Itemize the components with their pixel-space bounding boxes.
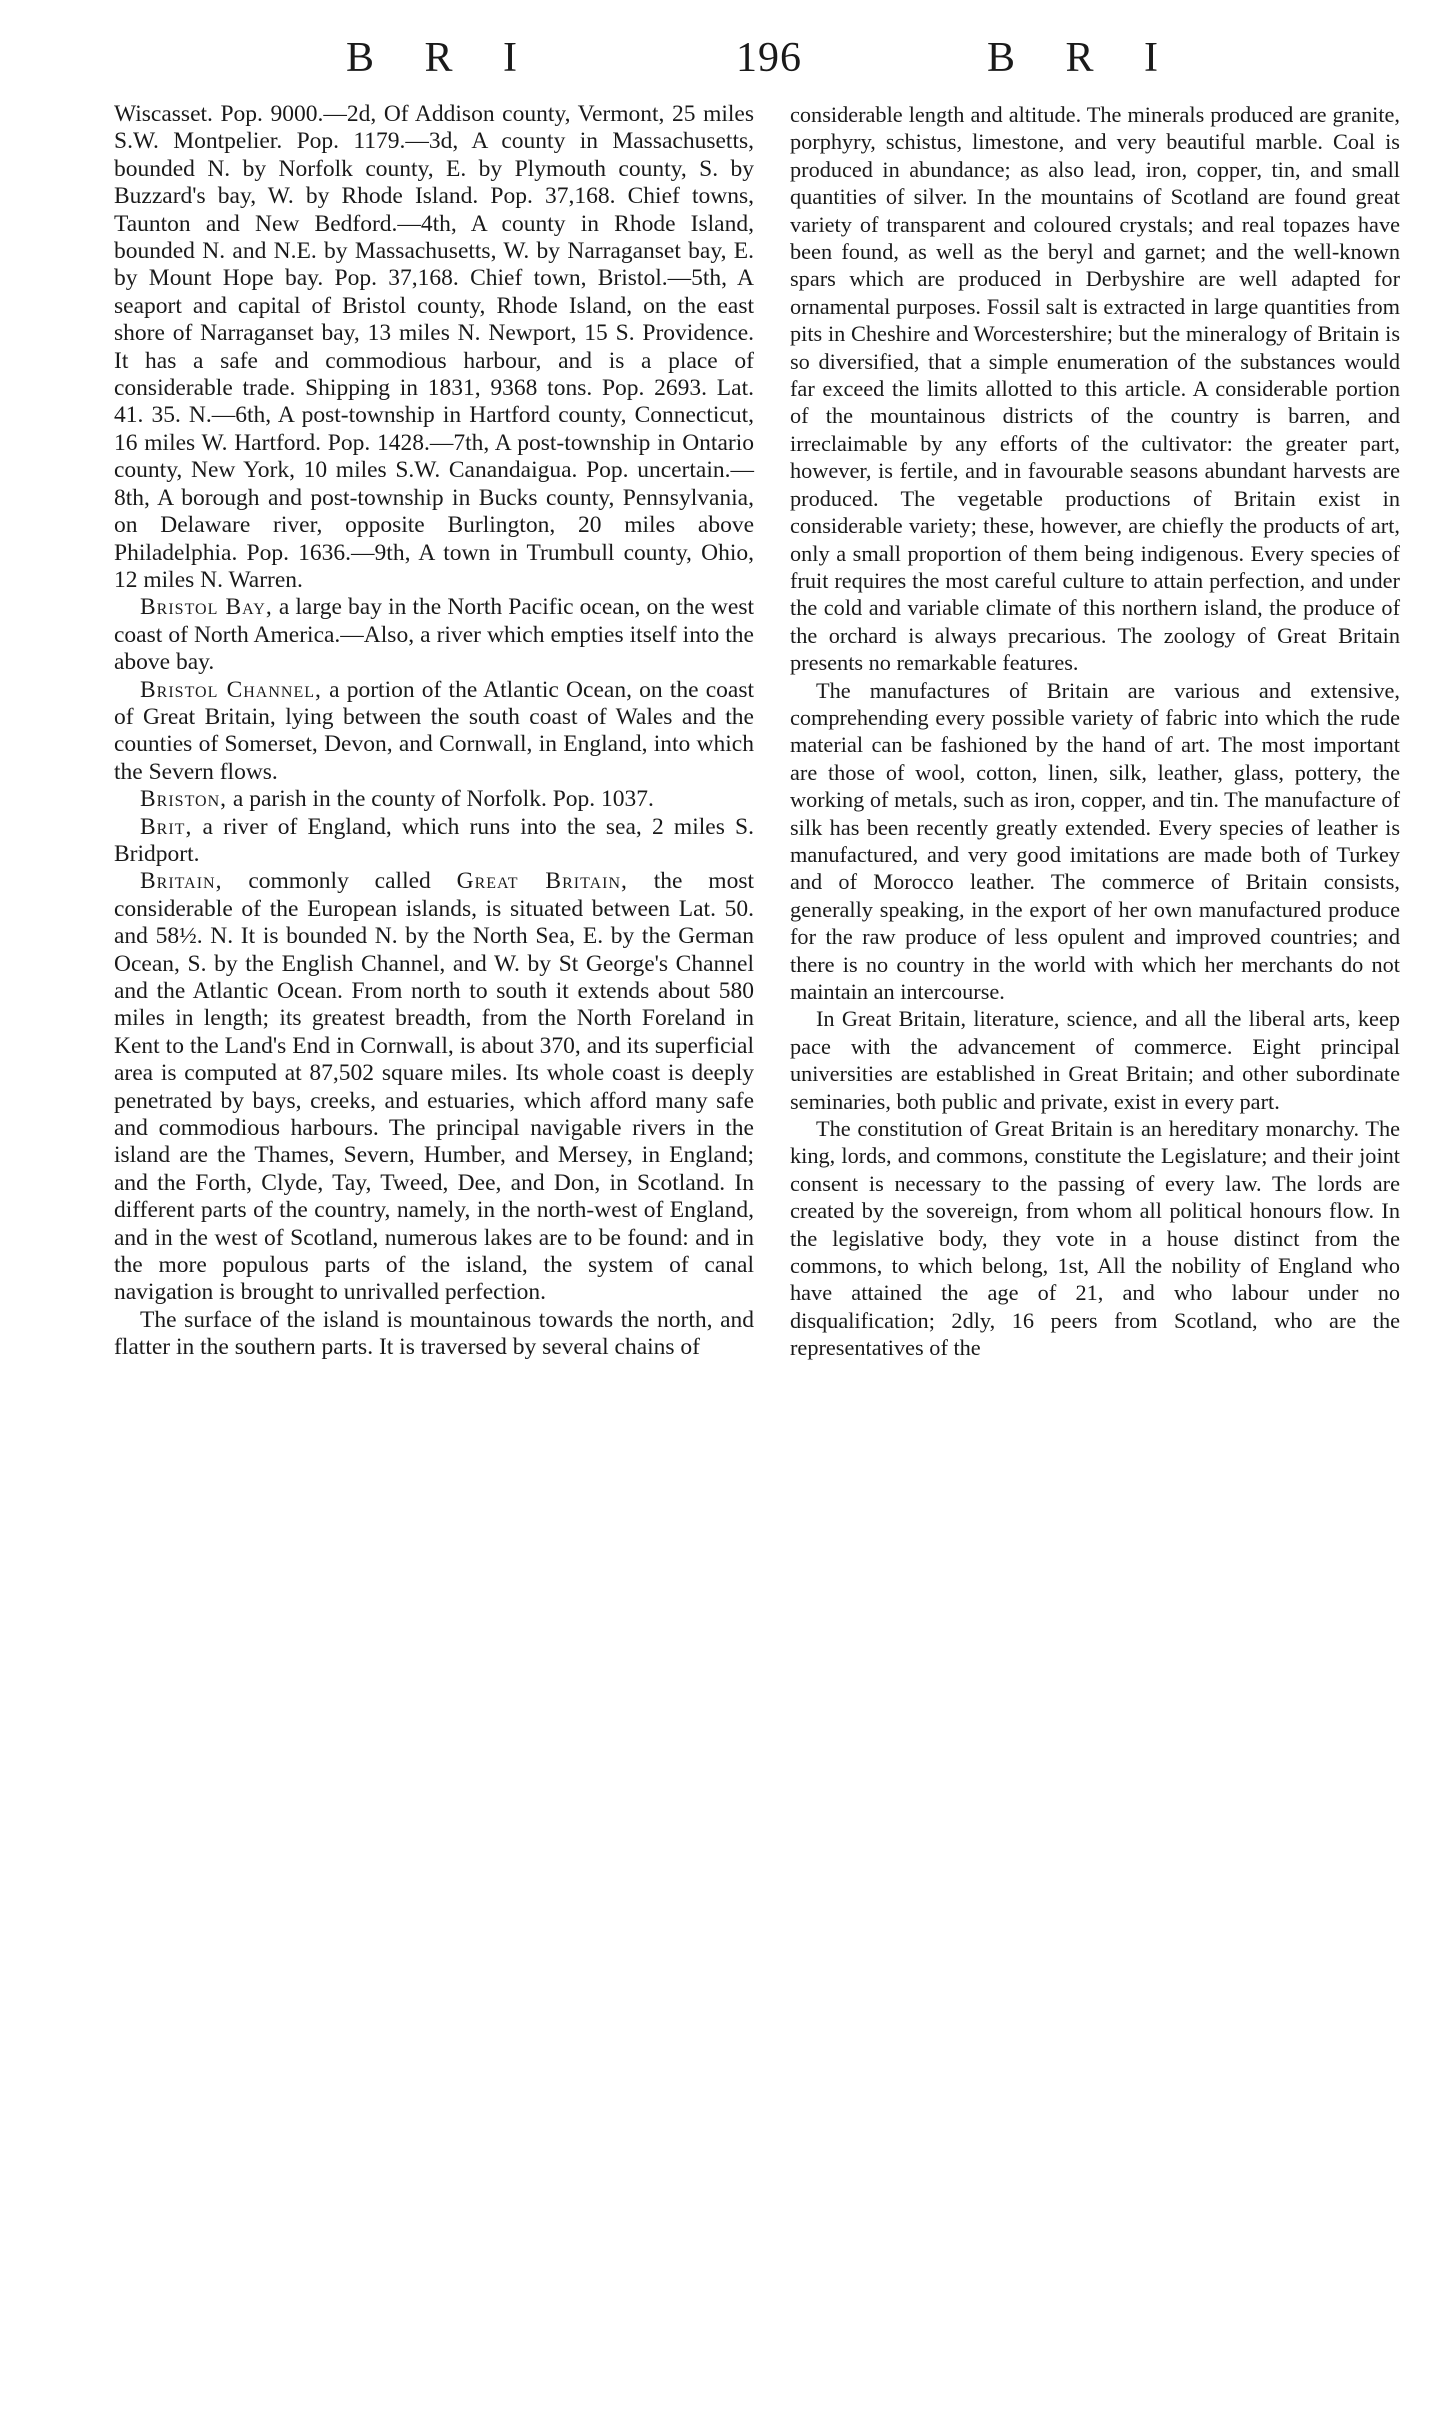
entry-paragraph [790,101,1400,677]
entry-text: The surface of the island is mountainous towards the north, and flatter in the southern parts. It is traversed by several chains of [114,1306,754,1361]
entry-paragraph [790,1115,1400,1362]
left-column [114,101,754,1362]
entry-paragraph [114,101,754,594]
running-head-left: B R I [346,35,538,81]
entry-headword: Britain, [140,868,223,895]
entry-text: Wiscasset. Pop. 9000.—2d, Of Addison county, Vermont, 25 miles S.W. Montpelier. Pop. 1179.—3d, A county in Massachusetts, bounded N. by Norfolk county, E. by Plymouth county, S. by Buzzard's bay, W. by Rhode Island. Pop. 37,168. Chief towns, Taunton and New Bedford.—4th, A county in Rhode Island, bounded N. and N.E. by Massachusetts, W. by Narraganset bay, E. by Mount Hope bay. Pop. 37,168. Chief town, Bristol.—5th, A seaport and capital of Bristol county, Rhode Island, on the east shore of Narraganset bay, 13 miles N. Newport, 15 S. Providence. It has a safe and commodious harbour, and is a place of considerable trade. Shipping in 1831, 9368 tons. Pop. 2693. Lat. 41. 35. N.—6th, A post-township in Hartford county, Connecticut, 16 miles W. Hartford. Pop. 1428.—7th, A post-township in Ontario county, New York, 10 miles S.W. Canandaigua. Pop. uncertain.—8th, A borough and post-township in Bucks county, Pennsylvania, on Delaware river, opposite Burlington, 20 miles above Philadelphia. Pop. 1636.—9th, A town in Trumbull county, Ohio, 12 miles N. Warren. [114,101,754,593]
entry-paragraph [114,814,754,869]
entry-text: In Great Britain, literature, science, and all the liberal arts, keep pace with the advancement of commerce. Eight principal universities are established in Great Britain; and other subordinate seminaries, both public and private, exist in every part. [790,1006,1400,1114]
entry-paragraph [790,1005,1400,1115]
entry-paragraph [114,677,754,787]
entry-paragraph [114,594,754,676]
entry-text: The manufactures of Britain are various and extensive, comprehending every possible variety of fabric into which the rude material can be fashioned by the hand of art. The most important are those of wool, cotton, linen, silk, leather, glass, pottery, the working of metals, such as iron, copper, and tin. The manufacture of silk has been recently greatly extended. Every species of leather is manufactured, and very good imitations are made both of Turkey and of Morocco leather. The commerce of Britain consists, generally speaking, in the export of her own manufactured produce for the raw produce of less opulent and improved countries; and there is no country in the world with which her merchants do not maintain an intercourse. [790,677,1400,1004]
entry-headword: Bristol Channel, [140,676,322,703]
entry-text: considerable length and altitude. The minerals produced are granite, porphyry, schistus, limestone, and very beautiful marble. Coal is produced in abundance; as also lead, iron, copper, tin, and small quantities of silver. In the mountains of Scotland are found great variety of transparent and coloured crystals; and real topazes have been found, as well as the beryl and garnet; and the well-known spars which are produced in Derbyshire are well adapted for ornamental purposes. Fossil salt is extracted in large quantities from pits in Cheshire and Worcestershire; but the mineralogy of Britain is so diversified, that a simple enumeration of the substances would far exceed the limits allotted to this article. A considerable portion of the mountainous districts of the country is barren, and irreclaimable by any efforts of the cultivator: the greater part, however, is fertile, and in favourable seasons abundant harvests are produced. The vegetable productions of Britain exist in considerable variety; these, however, are chiefly the products of art, only a small proportion of them being indigenous. Every species of fruit requires the most careful culture to attain perfection, and under the cold and variable climate of this northern island, the produce of the orchard is always precarious. The zoology of Great Britain presents no remarkable features. [790,102,1400,676]
entry-text: the most considerable of the European islands, is situated between Lat. 50. and 58½. N. It is bounded N. by the North Sea, E. by the German Ocean, S. by the English Channel, and W. by St George's Channel and the Atlantic Ocean. From north to south it extends about 580 miles in length; its greatest breadth, from the North Foreland in Kent to the Land's End in Cornwall, is about 370, and its superficial area is computed at 87,502 square miles. Its whole coast is deeply penetrated by bays, creeks, and estuaries, which afford many safe and commodious harbours. The principal navigable rivers in the island are the Thames, Severn, Humber, and Mersey, in England; and the Forth, Clyde, Tay, Tweed, Dee, and Don, in Scotland. In different parts of the country, namely, in the north-west of England, and in the west of Scotland, numerous lakes are to be found: and in the more populous parts of the island, the system of canal navigation is brought to unrivalled perfection. [114,868,754,1306]
entry-text: The constitution of Great Britain is an hereditary monarchy. The king, lords, and commons, constitute the Legislature; and their joint consent is necessary to the passing of every law. The lords are created by the sovereign, from whom all political honours flow. In the legislative body, they vote in a house distinct from the commons, to which belong, 1st, All the nobility of England who have attained the age of 21, and who labour under no disqualification; 2dly, 16 peers from Scotland, who are the representatives of the [790,1116,1400,1361]
entry-paragraph [114,1307,754,1362]
entry-headword-alt: Great Britain, [456,868,628,895]
right-column [790,101,1400,1362]
entry-paragraph [114,868,754,1307]
entry-text: commonly called [222,868,457,895]
running-head-right: B R I [987,35,1179,81]
page-number: 196 [736,35,802,81]
entry-headword: Brit, [140,813,193,840]
entry-headword: Briston, [140,786,228,813]
entry-headword: Bristol Bay, [140,594,273,621]
entry-text: a parish in the county of Norfolk. Pop. 1037. [227,786,654,813]
entry-paragraph [114,786,754,813]
entry-text: a river of England, which runs into the sea, 2 miles S. Bridport. [114,813,754,867]
entry-text: a large bay in the North Pacific ocean, on the west coast of North America.—Also, a river which empties itself into the above bay. [114,594,754,676]
page-header [0,34,1436,94]
entry-text: a portion of the Atlantic Ocean, on the coast of Great Britain, lying between the south coast of Wales and the counties of Somerset, Devon, and Cornwall, in England, into which the Severn flows. [114,676,755,785]
entry-paragraph [790,677,1400,1006]
